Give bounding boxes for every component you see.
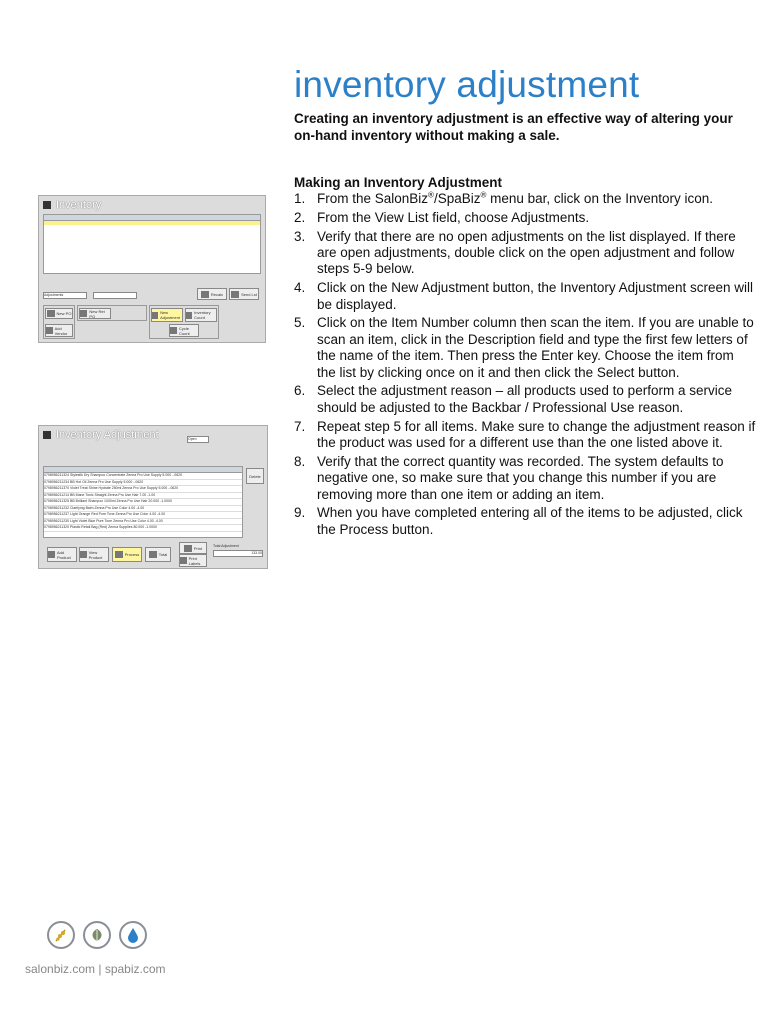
- inventory-grid: [43, 214, 261, 274]
- table-row[interactable]: 0798956211324 Stylesilk Dry Shampoo Concentrate Zenna Pro Use Supply 5.000 -.0620: [44, 473, 242, 480]
- table-row[interactable]: 0798956211230 Light Violet Blue Pure Tone Zenna Pro Use Color 4.00 -4.00: [44, 519, 242, 526]
- step-item: 7. Repeat step 5 for all items. Make sure to change the adjustment reason if the product was used for a different use than the one listed above it.: [294, 418, 756, 451]
- table-row[interactable]: 0798956211370 Violet Treat Shine Hydrate 250ml Zenna Pro Use Supply 5.000 -.0620: [44, 486, 242, 493]
- step-item: 2. From the View List field, choose Adjustments.: [294, 209, 590, 225]
- page-title: inventory adjustment: [294, 64, 640, 105]
- delete-button[interactable]: Delete: [246, 468, 264, 484]
- intro-text: Creating an inventory adjustment is an effective way of altering your on-hand inventory without making a sale.: [294, 111, 733, 143]
- view-product-button[interactable]: View Product: [79, 547, 109, 562]
- inventory-screenshot: [38, 195, 266, 343]
- table-row[interactable]: 0798956211232 Clarifying Balm Zenna Pro Use Color 4.00 -4.00: [44, 506, 242, 513]
- step-item: 1. From the SalonBiz®/SpaBiz® menu bar, click on the Inventory icon.: [294, 190, 714, 206]
- table-row[interactable]: 0798956211320 Plastic Retail Bag (Red) Zenna Supplies 80.000 -1.0000: [44, 525, 242, 532]
- total-adjustment-field: 133.00: [213, 550, 263, 557]
- cycle-count-button[interactable]: Cycle Count: [169, 324, 199, 337]
- print-button[interactable]: Print: [179, 542, 207, 554]
- view-list-field[interactable]: Adjustments: [43, 292, 87, 299]
- new-po-button[interactable]: New PO: [45, 308, 73, 319]
- new-adjustment-button[interactable]: New Adjustment: [151, 308, 183, 322]
- inventory-count-button[interactable]: Inventory Count: [185, 308, 217, 322]
- filter-field[interactable]: [93, 292, 137, 299]
- print-labels-button[interactable]: Print Labels: [179, 554, 207, 567]
- table-row[interactable]: 0798956211325 BB Brilliant Shampoo 1000ml Zenna Pro Use Hair 20.000 -1.0000: [44, 499, 242, 506]
- step-item: 5. Click on the Item Number column then scan the item. If you are unable to scan an item, click in the Description field and type the first few letters of the name of the item. Then press the Enter key. Choose the item from the list by clicking once on it and then click the Select button.: [294, 315, 754, 380]
- steps-list: [294, 191, 756, 541]
- leaf-icon: [83, 921, 111, 949]
- send-list-button[interactable]: Send Lst: [229, 288, 259, 300]
- wheat-icon: [47, 921, 75, 949]
- table-row[interactable]: 0798956211234 BB Hot Oil Zenna Pro Use Supply 5.000 -.0620: [44, 480, 242, 487]
- table-row[interactable]: 0798956211237 Light Orange Red Pure Tone Zenna Pro Use Color 4.00 -4.00: [44, 512, 242, 519]
- step-item: 9. When you have completed entering all of the items to be adjusted, click the Process button.: [294, 505, 743, 537]
- step-item: 4. Click on the New Adjustment button, the Inventory Adjustment screen will be displayed.: [294, 280, 753, 312]
- total-adjustment-label: Total Adjustment: [213, 544, 239, 548]
- section-heading: Making an Inventory Adjustment: [294, 175, 503, 190]
- water-drop-icon: [119, 921, 147, 949]
- recalc-button[interactable]: Recalc: [197, 288, 227, 300]
- adjustment-screenshot: [38, 425, 268, 569]
- inventory-icon: [43, 201, 51, 209]
- step-item: 8. Verify that the correct quantity was recorded. The system defaults to negative one, so make sure that you change this number if you are removing more than one item or adding an item.: [294, 453, 724, 502]
- footer-links: salonbiz.com | spabiz.com: [25, 962, 166, 976]
- inventory-icon: [43, 431, 51, 439]
- adjustment-grid: [43, 466, 243, 538]
- step-item: 3. Verify that there are no open adjustments on the list displayed. If there are open adjustments, double click on the open adjustment and follow steps 5-9 below.: [294, 228, 736, 277]
- inventory-window-title: Inventory: [43, 199, 261, 211]
- adjustment-window-title: Inventory Adjustment: [43, 429, 263, 441]
- add-vendor-button[interactable]: Add Vendor: [45, 324, 73, 337]
- total-button[interactable]: Total: [145, 547, 171, 562]
- status-field: Open: [187, 436, 209, 443]
- add-product-button[interactable]: Add Product: [47, 547, 77, 562]
- new-ret-po-button[interactable]: New Ret PO: [79, 308, 111, 319]
- process-button[interactable]: Process: [112, 547, 142, 562]
- table-row[interactable]: 0798956211214 BB Mane Tonic Straight Zenna Pro Use Hair 7.00 -1.00: [44, 493, 242, 500]
- step-item: 6. Select the adjustment reason – all products used to perform a service should be adjusted to the Backbar / Professional Use reason.: [294, 383, 732, 415]
